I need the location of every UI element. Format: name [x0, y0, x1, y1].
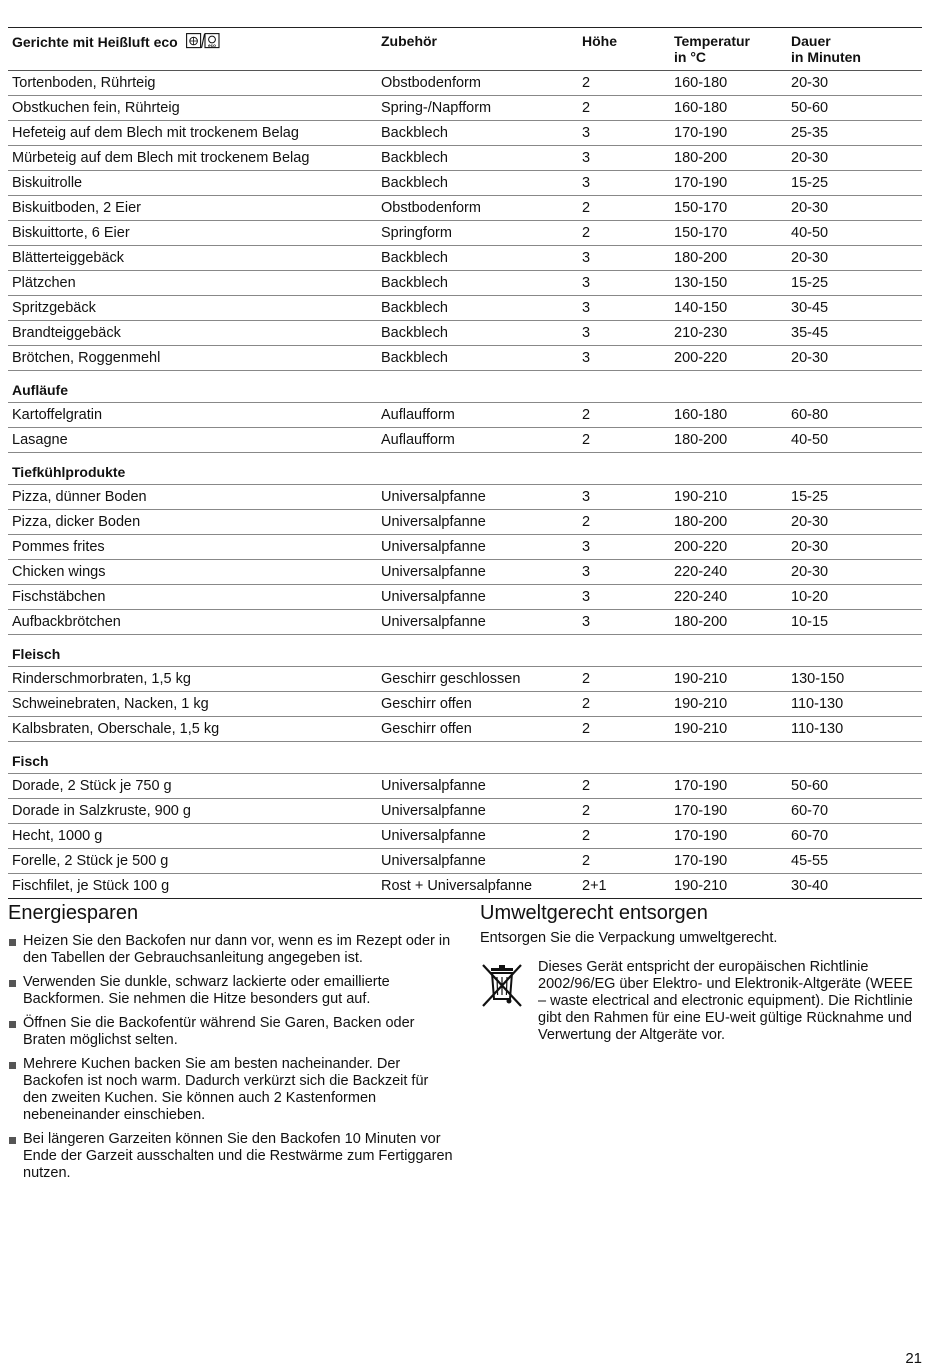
cell-accessory: Universalpfanne [377, 824, 578, 849]
energy-bullet-text: Mehrere Kuchen backen Sie am besten nacheinander. Der Backofen ist noch warm. Dadurch verkürzt sich die Backzeit für den zweiten Kuchen. Sie können auch 2 Kastenformen nebeneinander einschieben. [23, 1056, 429, 1123]
cell-temperature: 170-190 [670, 824, 787, 849]
cell-height: 3 [578, 585, 670, 610]
cell-height: 3 [578, 560, 670, 585]
energy-bullet [8, 974, 453, 1008]
cell-accessory: Universalpfanne [377, 560, 578, 585]
cell-temperature: 190-210 [670, 874, 787, 899]
cell-temperature: 130-150 [670, 271, 787, 296]
energy-bullet-text: Bei längeren Garzeiten können Sie den Backofen 10 Minuten vor Ende der Garzeit ausschalten und die Restwärme zum Fertiggaren nutzen. [23, 1131, 453, 1181]
cell-dish: Fischfilet, je Stück 100 g [8, 874, 377, 899]
cell-temperature: 150-170 [670, 221, 787, 246]
cell-duration: 40-50 [787, 221, 922, 246]
cell-dish: Hecht, 1000 g [8, 824, 377, 849]
cell-temperature: 190-210 [670, 485, 787, 510]
header-temperature-line2: in °C [674, 49, 707, 65]
cell-height: 2 [578, 196, 670, 221]
cell-accessory: Universalpfanne [377, 849, 578, 874]
cell-accessory: Rost + Universalpfanne [377, 874, 578, 899]
cell-temperature: 170-190 [670, 849, 787, 874]
energy-title: Energiesparen [8, 902, 139, 924]
cell-duration: 60-70 [787, 824, 922, 849]
cell-duration: 60-70 [787, 799, 922, 824]
cell-duration: 60-80 [787, 403, 922, 428]
cell-accessory: Backblech [377, 171, 578, 196]
cell-height: 2 [578, 667, 670, 692]
cell-height: 2 [578, 849, 670, 874]
weee-text: Dieses Gerät entspricht der europäischen Richtlinie 2002/96/EG über Elektro- und Elektronik-Altgeräte (WEEE – waste electrical and electronic equipment). Die Richtlinie gibt den Rahmen für eine EU-weit gültige Rücknahme und Verwertung der Altgeräte vor. [538, 959, 913, 1043]
table-row [8, 692, 922, 717]
table-row [8, 321, 922, 346]
svg-text:eco: eco [207, 43, 216, 48]
cell-temperature: 220-240 [670, 585, 787, 610]
cell-temperature: 190-210 [670, 717, 787, 742]
cell-duration: 110-130 [787, 692, 922, 717]
cell-duration: 130-150 [787, 667, 922, 692]
table-row [8, 874, 922, 899]
cell-height: 3 [578, 171, 670, 196]
cell-accessory: Universalpfanne [377, 774, 578, 799]
table-body [8, 71, 922, 899]
bullet-square-icon [9, 1137, 16, 1144]
cell-dish: Kartoffelgratin [8, 403, 377, 428]
cell-duration: 20-30 [787, 71, 922, 96]
cell-height: 3 [578, 246, 670, 271]
cell-accessory: Auflaufform [377, 403, 578, 428]
energy-bullet [8, 1015, 453, 1049]
cell-dish: Brandteiggebäck [8, 321, 377, 346]
cell-duration: 20-30 [787, 146, 922, 171]
cell-duration: 50-60 [787, 774, 922, 799]
cell-height: 3 [578, 321, 670, 346]
cell-accessory: Universalpfanne [377, 535, 578, 560]
table-row [8, 428, 922, 453]
cell-temperature: 170-190 [670, 774, 787, 799]
cell-temperature: 170-190 [670, 121, 787, 146]
cell-dish: Schweinebraten, Nacken, 1 kg [8, 692, 377, 717]
header-dish-label: Gerichte mit Heißluft eco [12, 34, 178, 50]
cell-duration: 20-30 [787, 510, 922, 535]
cell-height: 2 [578, 71, 670, 96]
cell-height: 2+1 [578, 874, 670, 899]
cell-height: 2 [578, 692, 670, 717]
cell-height: 2 [578, 717, 670, 742]
cell-duration: 15-25 [787, 485, 922, 510]
table-row [8, 799, 922, 824]
energy-bullet [8, 1056, 453, 1124]
cell-duration: 10-15 [787, 610, 922, 635]
cell-dish: Blätterteiggebäck [8, 246, 377, 271]
cell-temperature: 200-220 [670, 535, 787, 560]
cell-dish: Biskuittorte, 6 Eier [8, 221, 377, 246]
disposal-intro: Entsorgen Sie die Verpackung umweltgerecht. [480, 930, 778, 946]
cell-accessory: Backblech [377, 146, 578, 171]
cell-duration: 110-130 [787, 717, 922, 742]
cell-accessory: Backblech [377, 296, 578, 321]
bullet-square-icon [9, 1062, 16, 1069]
cell-duration: 15-25 [787, 171, 922, 196]
cell-temperature: 160-180 [670, 403, 787, 428]
cell-dish: Fischstäbchen [8, 585, 377, 610]
header-duration-line2: in Minuten [791, 49, 861, 65]
cell-height: 2 [578, 221, 670, 246]
table-row [8, 346, 922, 371]
cell-dish: Lasagne [8, 428, 377, 453]
page-number: 21 [905, 1350, 922, 1367]
cell-dish: Aufbackbrötchen [8, 610, 377, 635]
cell-height: 2 [578, 799, 670, 824]
cell-duration: 50-60 [787, 96, 922, 121]
energy-bullet-text: Heizen Sie den Backofen nur dann vor, wenn es im Rezept oder in den Tabellen der Gebrauchsanleitung angegeben ist. [23, 933, 451, 966]
cell-dish: Obstkuchen fein, Rührteig [8, 96, 377, 121]
table-section-title: Aufläufe [8, 371, 922, 403]
table-row [8, 774, 922, 799]
table-row [8, 146, 922, 171]
cell-temperature: 170-190 [670, 799, 787, 824]
cell-duration: 15-25 [787, 271, 922, 296]
cell-duration: 20-30 [787, 560, 922, 585]
table-header-row [8, 28, 922, 71]
cell-height: 3 [578, 146, 670, 171]
energy-bullet-list [8, 933, 453, 1189]
cell-height: 3 [578, 610, 670, 635]
cell-dish: Brötchen, Roggenmehl [8, 346, 377, 371]
cell-dish: Kalbsbraten, Oberschale, 1,5 kg [8, 717, 377, 742]
cell-dish: Dorade, 2 Stück je 750 g [8, 774, 377, 799]
table-row [8, 824, 922, 849]
cell-height: 2 [578, 510, 670, 535]
cell-height: 3 [578, 485, 670, 510]
cell-height: 2 [578, 824, 670, 849]
cell-accessory: Universalpfanne [377, 799, 578, 824]
cell-duration: 40-50 [787, 428, 922, 453]
cell-accessory: Backblech [377, 121, 578, 146]
bullet-square-icon [9, 939, 16, 946]
cooking-table [8, 27, 922, 899]
cell-dish: Hefeteig auf dem Blech mit trockenem Belag [8, 121, 377, 146]
cell-dish: Dorade in Salzkruste, 900 g [8, 799, 377, 824]
table-row [8, 717, 922, 742]
cell-height: 2 [578, 96, 670, 121]
table-row [8, 96, 922, 121]
cell-temperature: 220-240 [670, 560, 787, 585]
cell-height: 2 [578, 774, 670, 799]
table-row [8, 535, 922, 560]
cell-temperature: 150-170 [670, 196, 787, 221]
table-row [8, 271, 922, 296]
cell-temperature: 180-200 [670, 146, 787, 171]
bullet-square-icon [9, 980, 16, 987]
table-section-row [8, 635, 922, 667]
cell-duration: 20-30 [787, 346, 922, 371]
cell-dish: Spritzgebäck [8, 296, 377, 321]
cell-height: 3 [578, 346, 670, 371]
table-section-title: Tiefkühlprodukte [8, 453, 922, 485]
cell-height: 3 [578, 535, 670, 560]
cell-dish: Biskuitrolle [8, 171, 377, 196]
disposal-title: Umweltgerecht entsorgen [480, 902, 708, 924]
cell-accessory: Spring-/Napfform [377, 96, 578, 121]
cell-height: 3 [578, 271, 670, 296]
table-row [8, 610, 922, 635]
cell-duration: 45-55 [787, 849, 922, 874]
header-height: Höhe [578, 28, 670, 71]
table-row [8, 246, 922, 271]
bullet-square-icon [9, 1021, 16, 1028]
cell-accessory: Universalpfanne [377, 585, 578, 610]
table-row [8, 403, 922, 428]
header-temperature [670, 28, 787, 71]
cell-accessory: Universalpfanne [377, 510, 578, 535]
table-row [8, 560, 922, 585]
cell-temperature: 190-210 [670, 667, 787, 692]
cell-height: 2 [578, 403, 670, 428]
cell-accessory: Springform [377, 221, 578, 246]
cell-temperature: 160-180 [670, 96, 787, 121]
header-duration [787, 28, 922, 71]
energy-bullet-text: Öffnen Sie die Backofentür während Sie Garen, Backen oder Braten möglichst selten. [23, 1015, 415, 1048]
cell-height: 3 [578, 121, 670, 146]
cell-temperature: 180-200 [670, 510, 787, 535]
cell-accessory: Universalpfanne [377, 610, 578, 635]
table-row [8, 71, 922, 96]
cell-accessory: Universalpfanne [377, 485, 578, 510]
energy-bullet-text: Verwenden Sie dunkle, schwarz lackierte oder emaillierte Backformen. Sie nehmen die Hitze besonders gut auf. [23, 974, 390, 1007]
cell-dish: Tortenboden, Rührteig [8, 71, 377, 96]
cell-temperature: 200-220 [670, 346, 787, 371]
cell-temperature: 180-200 [670, 610, 787, 635]
cell-accessory: Geschirr offen [377, 692, 578, 717]
table-section-row [8, 742, 922, 774]
cell-temperature: 180-200 [670, 246, 787, 271]
cell-dish: Pommes frites [8, 535, 377, 560]
cell-temperature: 140-150 [670, 296, 787, 321]
cell-accessory: Backblech [377, 346, 578, 371]
table-row [8, 510, 922, 535]
header-duration-line1: Dauer [791, 33, 831, 49]
table-section-title: Fisch [8, 742, 922, 774]
table-row [8, 196, 922, 221]
cell-duration: 20-30 [787, 246, 922, 271]
table-section-row [8, 371, 922, 403]
cell-dish: Biskuitboden, 2 Eier [8, 196, 377, 221]
table-row [8, 296, 922, 321]
table-section-title: Fleisch [8, 635, 922, 667]
crossed-out-wheelie-bin-icon [480, 962, 524, 1012]
cell-accessory: Auflaufform [377, 428, 578, 453]
table-row [8, 121, 922, 146]
cell-height: 3 [578, 296, 670, 321]
cell-duration: 25-35 [787, 121, 922, 146]
cell-duration: 20-30 [787, 535, 922, 560]
header-accessory: Zubehör [377, 28, 578, 71]
cell-duration: 10-20 [787, 585, 922, 610]
cell-temperature: 190-210 [670, 692, 787, 717]
cell-dish: Plätzchen [8, 271, 377, 296]
header-dish [8, 28, 377, 71]
energy-bullet [8, 1131, 453, 1182]
cell-temperature: 160-180 [670, 71, 787, 96]
cell-accessory: Geschirr offen [377, 717, 578, 742]
cell-height: 2 [578, 428, 670, 453]
table-row [8, 667, 922, 692]
cell-duration: 20-30 [787, 196, 922, 221]
cell-dish: Pizza, dicker Boden [8, 510, 377, 535]
cell-accessory: Backblech [377, 321, 578, 346]
energy-bullet [8, 933, 453, 967]
table-row [8, 585, 922, 610]
cell-dish: Forelle, 2 Stück je 500 g [8, 849, 377, 874]
cell-duration: 30-45 [787, 296, 922, 321]
cell-dish: Chicken wings [8, 560, 377, 585]
cell-duration: 30-40 [787, 874, 922, 899]
header-temperature-line1: Temperatur [674, 33, 750, 49]
cell-accessory: Geschirr geschlossen [377, 667, 578, 692]
cell-accessory: Obstbodenform [377, 196, 578, 221]
cell-dish: Mürbeteig auf dem Blech mit trockenem Belag [8, 146, 377, 171]
cell-accessory: Backblech [377, 246, 578, 271]
cell-temperature: 210-230 [670, 321, 787, 346]
convection-eco-icon [186, 33, 220, 53]
cell-accessory: Obstbodenform [377, 71, 578, 96]
cell-temperature: 170-190 [670, 171, 787, 196]
cell-dish: Pizza, dünner Boden [8, 485, 377, 510]
table-section-row [8, 453, 922, 485]
table-row [8, 849, 922, 874]
cell-temperature: 180-200 [670, 428, 787, 453]
cell-dish: Rinderschmorbraten, 1,5 kg [8, 667, 377, 692]
table-row [8, 221, 922, 246]
table-row [8, 171, 922, 196]
cell-duration: 35-45 [787, 321, 922, 346]
cell-accessory: Backblech [377, 271, 578, 296]
table-row [8, 485, 922, 510]
